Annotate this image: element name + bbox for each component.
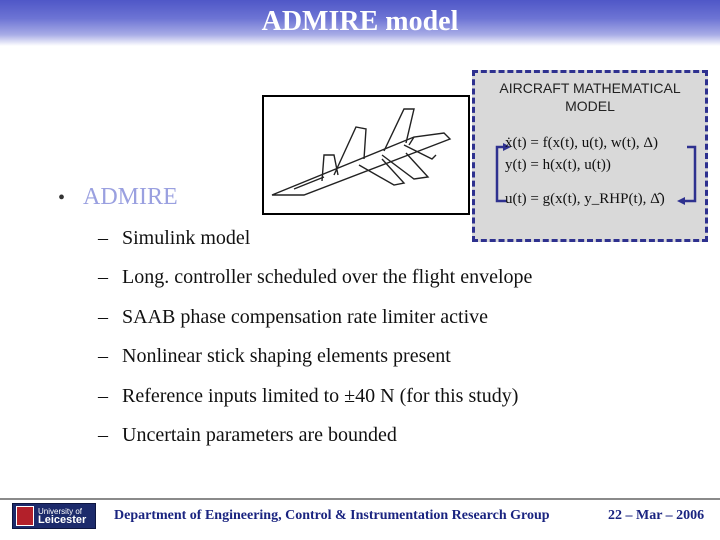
list-item-text: Uncertain parameters are bounded [122, 424, 397, 446]
crest-icon [16, 506, 34, 526]
list-item: – Reference inputs limited to ±40 N (for this study) [98, 385, 519, 407]
list-item: – SAAB phase compensation rate limiter active [98, 306, 489, 328]
logo-text [38, 507, 86, 525]
logo-line1: University of [38, 507, 83, 516]
bullet-dot-icon: • [58, 187, 66, 209]
control-equation: u(t) = g(x(t), y_RHP(t), Δ̂) [505, 191, 665, 207]
list-item-text: Long. controller scheduled over the flight envelope [122, 266, 533, 288]
list-item-text: Nonlinear stick shaping elements present [122, 345, 451, 367]
bullet-admire [58, 184, 178, 211]
bullet-admire-label: ADMIRE [83, 184, 178, 210]
logo-line2: Leicester [38, 514, 87, 526]
list-item: – Long. controller scheduled over the flight envelope [98, 266, 533, 288]
list-item: – Nonlinear stick shaping elements present [98, 345, 451, 367]
slide-title: ADMIRE model [261, 6, 459, 37]
footer-department: Department of Engineering, Control & Instrumentation Research Group [114, 508, 550, 523]
list-item: – Simulink model [98, 227, 251, 249]
university-logo [12, 503, 96, 529]
math-model-panel [472, 70, 708, 242]
list-item-text: Reference inputs limited to ±40 N (for this study) [122, 385, 519, 407]
model-title: AIRCRAFT MATHEMATICAL MODEL [499, 80, 681, 114]
output-equation: y(t) = h(x(t), u(t)) [505, 157, 611, 173]
list-item-text: SAAB phase compensation rate limiter active [122, 306, 489, 328]
footer-date: 22 – Mar – 2006 [608, 508, 705, 523]
state-equation: ẋ(t) = f(x(t), u(t), w(t), Δ) [505, 135, 659, 151]
list-item-text: Simulink model [122, 227, 251, 249]
list-item: – Uncertain parameters are bounded [98, 424, 397, 446]
footer-divider [0, 498, 720, 500]
aircraft-image-frame [262, 95, 470, 215]
aircraft-illustration [264, 97, 468, 213]
